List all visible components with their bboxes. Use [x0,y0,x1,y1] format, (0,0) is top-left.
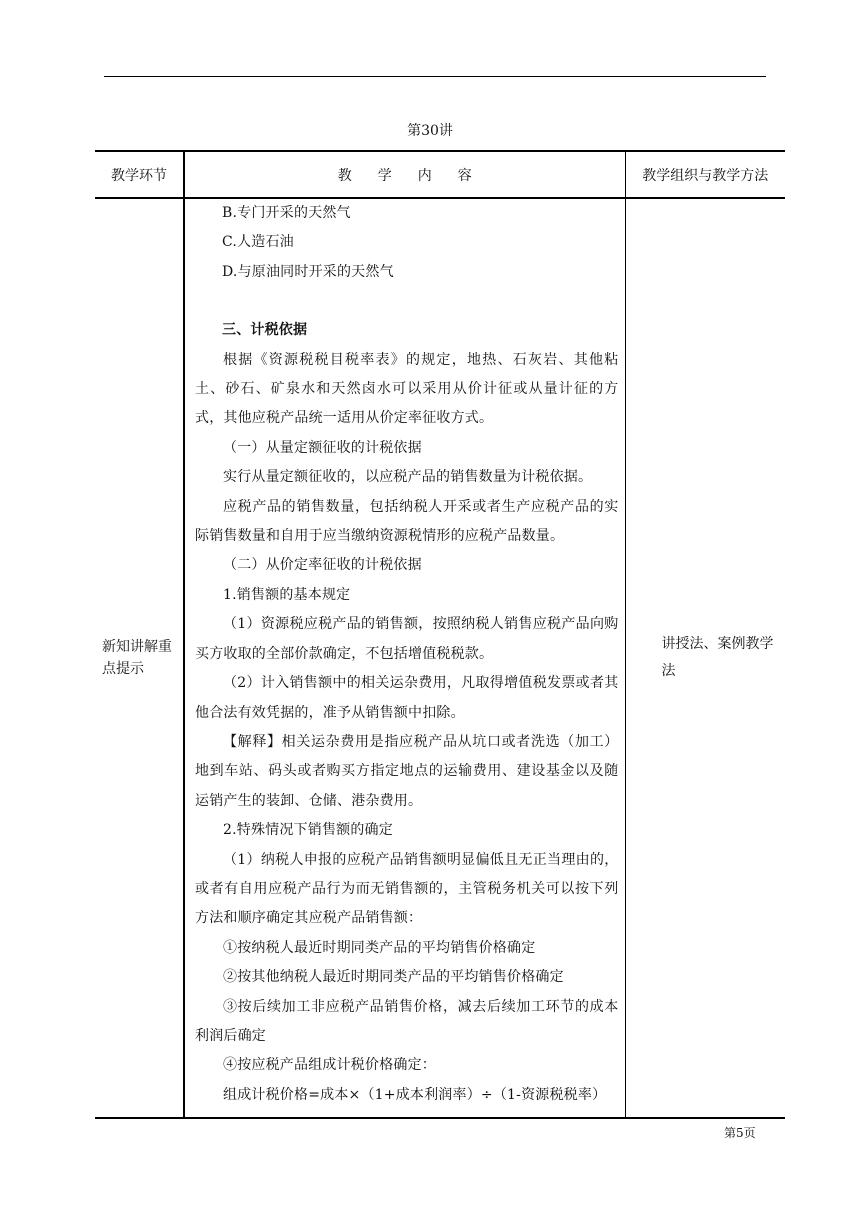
content-paragraph: （1）资源税应税产品的销售额，按照纳税人销售应税产品向购买方收取的全部价款确定，不包括增值税税款。 [195,616,619,662]
content-paragraph: 【解释】相关运杂费用是指应税产品从坑口或者洗选（加工）地到车站、码头或者购买方指定地点的运输费用、建设基金以及随运销产生的装卸、仓储、港杂费用。 [195,733,619,809]
header-content-char: 学 [377,167,392,184]
content-paragraph: （2）计入销售额中的相关运杂费用，凡取得增值税发票或者其他合法有效凭据的，准予从销售额中扣除。 [195,675,619,721]
lesson-content [195,199,619,1110]
stage-cell [95,198,184,1118]
content-cell [184,198,625,1118]
content-paragraph: B.专门开采的天然气 [222,205,351,221]
content-paragraph: 组成计税价格=成本×（1+成本利润率）÷（1-资源税税率） [223,1086,607,1103]
content-paragraph: ③按后续加工非应税产品销售价格，减去后续加工环节的成本利润后确定 [195,998,619,1044]
content-paragraph: 应税产品的销售数量，包括纳税人开采或者生产应税产品的实际销售数量和自用于应当缴纳资源税情形的应税产品数量。 [195,498,619,545]
header-content-char: 容 [457,167,472,184]
header-rule [104,76,766,77]
header-content [184,151,625,198]
stage-text: 新知讲解重点提示 [102,639,172,677]
header-method: 教学组织与教学方法 [625,151,785,198]
content-paragraph: （一）从量定额征收的计税依据 [223,439,422,456]
content-paragraph: C.人造石油 [222,234,294,251]
blank-line [195,287,619,316]
header-content-char: 教 [337,167,352,184]
content-paragraph: ②按其他纳税人最近时期同类产品的平均销售价格确定 [223,969,564,986]
content-paragraph: 1.销售额的基本规定 [223,586,351,603]
content-paragraph: 根据《资源税税目税率表》的规定，地热、石灰岩、其他粘土、砂石、矿泉水和天然卤水可以采用从价计征或从量计征的方式，其他应税产品统一适用从价定率征收方式。 [195,351,619,427]
lesson-plan-table [95,150,785,1119]
table-row [95,198,785,1118]
method-text: 讲授法、案例教学法 [661,636,774,679]
content-paragraph: 实行从量定额征收的，以应税产品的销售数量为计税依据。 [223,469,593,486]
page-number: 第5页 [724,1126,756,1140]
lecture-title: 第30讲 [407,123,453,139]
content-paragraph: ①按纳税人最近时期同类产品的平均销售价格确定 [223,939,536,956]
content-paragraph: D.与原油同时开采的天然气 [222,263,394,280]
section-heading: 三、计税依据 [222,322,308,339]
header-stage: 教学环节 [95,151,184,198]
content-paragraph: （1）纳税人申报的应税产品销售额明显偏低且无正当理由的，或者有自用应税产品行为而无销售额的，主管税务机关可以按下列方法和顺序确定其应税产品销售额： [195,851,619,927]
table-header-row [95,151,785,198]
content-paragraph: （二）从价定率征收的计税依据 [223,557,422,574]
content-paragraph: ④按应税产品组成计税价格确定： [223,1057,436,1074]
content-paragraph: 2.特殊情况下销售额的确定 [223,822,393,839]
header-content-char: 内 [417,167,432,184]
method-cell [625,198,785,1118]
